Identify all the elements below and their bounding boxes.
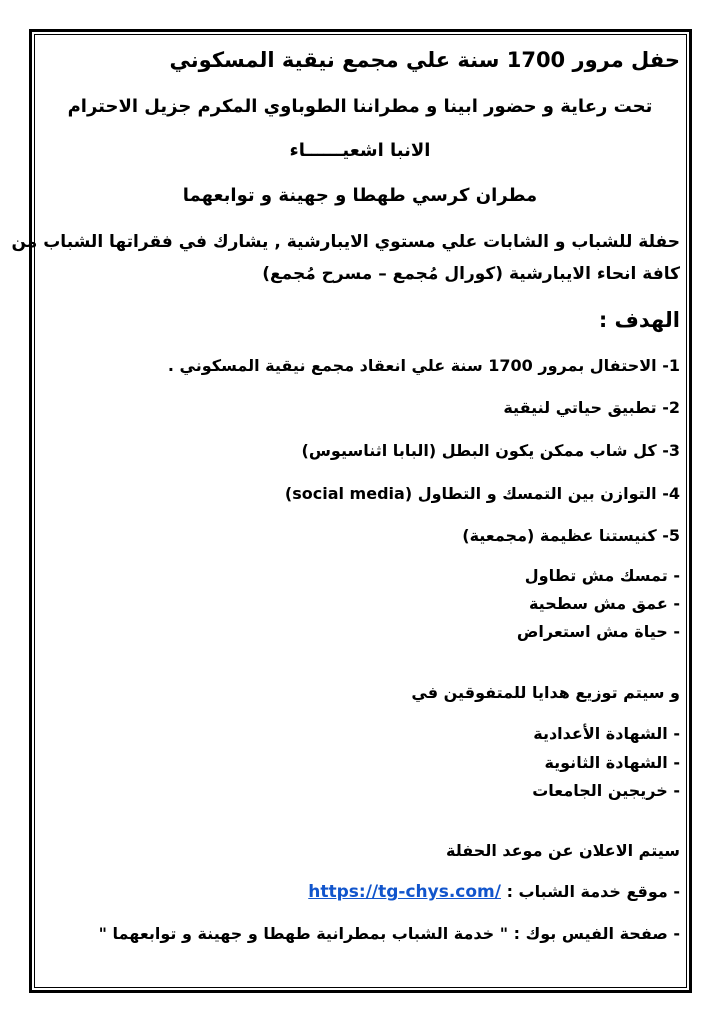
description-line-1: حفلة للشباب و الشابات علي مستوي الايبارشية , يشارك في فقراتها الشباب من [11,232,680,252]
bishop-see: مطران كرسي طهطا و جهينة و توابعهما [182,185,538,206]
goal-item-4-text: 4- التوازن بين التمسك و التطاول [417,484,680,503]
sub-point-1: - تمسك مش تطاول [524,566,680,585]
goal-item-1: 1- الاحتفال بمرور 1700 سنة علي انعقاد مجمع نيقية المسكوني . [167,356,680,375]
certificate-3: - خريجين الجامعات [532,781,680,800]
website-link[interactable]: https://tg-chys.com/ [308,882,501,902]
goal-item-3: 3- كل شاب ممكن يكون البطل (البابا اثناسيوس) [301,441,680,460]
gifts-intro: و سيتم توزيع هدايا للمتفوقين في [411,683,680,702]
bishop-name: الانبا اشعيــــــاء [289,140,431,161]
website-label: - موقع خدمة الشباب : [506,882,680,901]
patronage-line: تحت رعاية و حضور ابينا و مطراننا الطوباوي المكرم جزيل الاحترام [67,96,653,117]
goal-item-5: 5- كنيستنا عظيمة (مجمعية) [462,526,680,545]
announcement: سيتم الاعلان عن موعد الحفلة [446,841,680,860]
description-line-2: كافة انحاء الايبارشية (كورال مُجمع – مسرح مُجمع) [262,264,680,284]
goal-heading: الهدف : [598,308,680,332]
goal-item-4-english: (social media) [284,484,413,503]
goal-item-2: 2- تطبيق حياتي لنيقية [503,398,680,417]
sub-point-2: - عمق مش سطحية [528,594,680,613]
certificate-1: - الشهادة الأعدادية [533,724,680,743]
goal-item-4 [40,484,680,503]
event-title: حفل مرور 1700 سنة علي مجمع نيقية المسكوني [169,48,680,72]
website-line [40,882,680,902]
facebook-line: - صفحة الفيس بوك : " خدمة الشباب بمطرانية طهطا و جهينة و توابعهما " [98,924,680,943]
sub-point-3: - حياة مش استعراض [516,622,680,641]
certificate-2: - الشهادة الثانوية [544,753,680,772]
